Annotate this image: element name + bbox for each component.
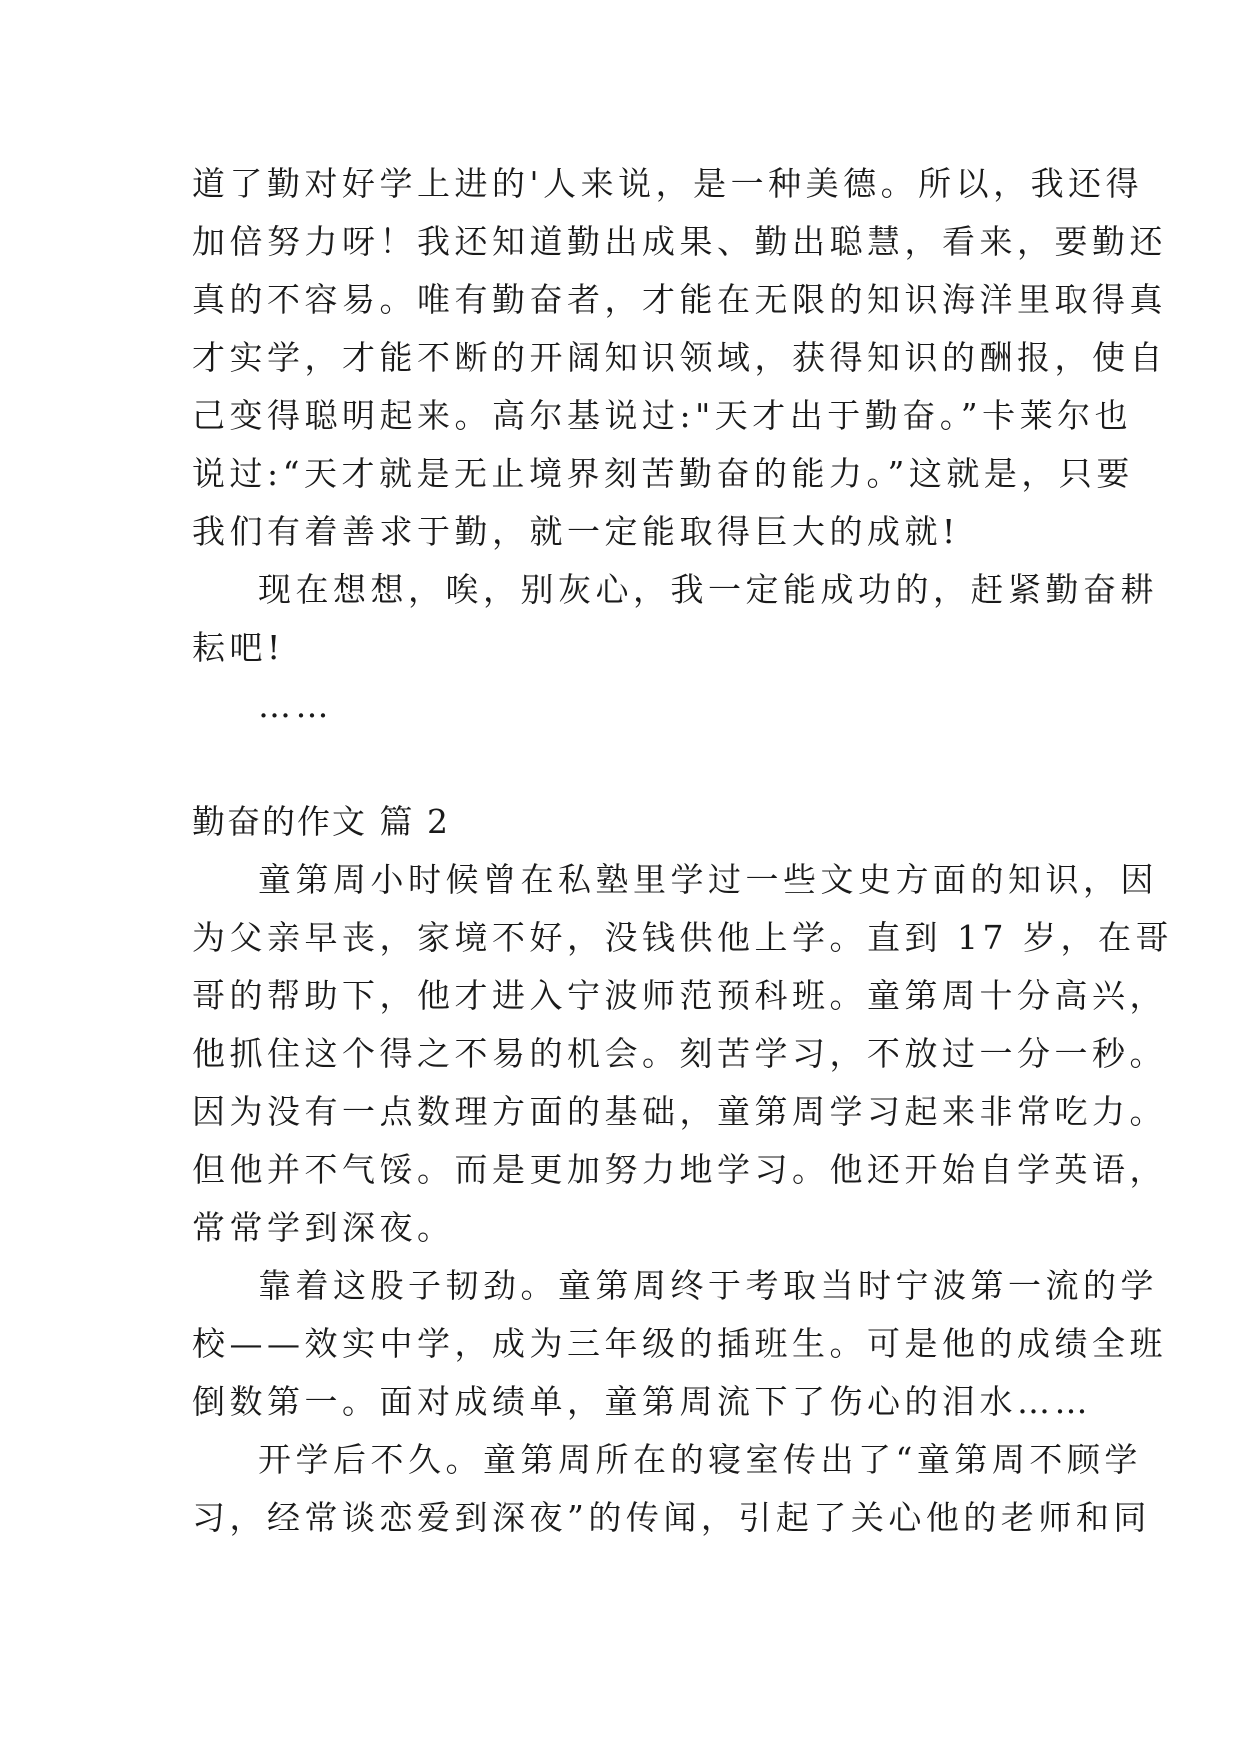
text-line: 因为没有一点数理方面的基础，童第周学习起来非常吃力。 [192, 1092, 1167, 1131]
text-line: 真的不容易。唯有勤奋者，才能在无限的知识海洋里取得真 [192, 280, 1167, 319]
text-line: 但他并不气馁。而是更加努力地学习。他还开始自学英语， [192, 1150, 1167, 1189]
text-line: 开学后不久。童第周所在的寝室传出了“童第周不顾学 [258, 1440, 1142, 1479]
text-line: 耘吧! [192, 628, 285, 667]
text-line: 才实学，才能不断的开阔知识领域，获得知识的酬报，使自 [192, 338, 1167, 377]
text-line: 为父亲早丧，家境不好，没钱供他上学。直到 17 岁，在哥 [192, 918, 1173, 957]
text-line: 道了勤对好学上进的'人来说，是一种美德。所以，我还得 [192, 164, 1144, 203]
text-line: 说过:“天才就是无止境界刻苦勤奋的能力。”这就是，只要 [192, 454, 1134, 493]
text-line: 现在想想，唉，别灰心，我一定能成功的，赶紧勤奋耕 [258, 570, 1158, 609]
text-line: 靠着这股子韧劲。童第周终于考取当时宁波第一流的学 [258, 1266, 1158, 1305]
text-line: 他抓住这个得之不易的机会。刻苦学习，不放过一分一秒。 [192, 1034, 1167, 1073]
text-line: 童第周小时候曾在私塾里学过一些文史方面的知识，因 [258, 860, 1158, 899]
text-line: 倒数第一。面对成绩单，童第周流下了伤心的泪水…… [192, 1382, 1092, 1421]
text-line: 校——效实中学，成为三年级的插班生。可是他的成绩全班 [192, 1324, 1167, 1363]
section-title: 勤奋的作文 篇 2 [192, 802, 450, 841]
text-line: 哥的帮助下，他才进入宁波师范预科班。童第周十分高兴， [192, 976, 1167, 1015]
text-line: 常常学到深夜。 [192, 1208, 455, 1247]
text-line: 习，经常谈恋爱到深夜”的传闻，引起了关心他的老师和同 [192, 1498, 1151, 1537]
text-line: 加倍努力呀！我还知道勤出成果、勤出聪慧，看来，要勤还 [192, 222, 1167, 261]
ellipsis: …… [258, 686, 333, 725]
text-line: 己变得聪明起来。高尔基说过:"天才出于勤奋。”卡莱尔也 [192, 396, 1133, 435]
text-line: 我们有着善求于勤，就一定能取得巨大的成就! [192, 512, 960, 551]
